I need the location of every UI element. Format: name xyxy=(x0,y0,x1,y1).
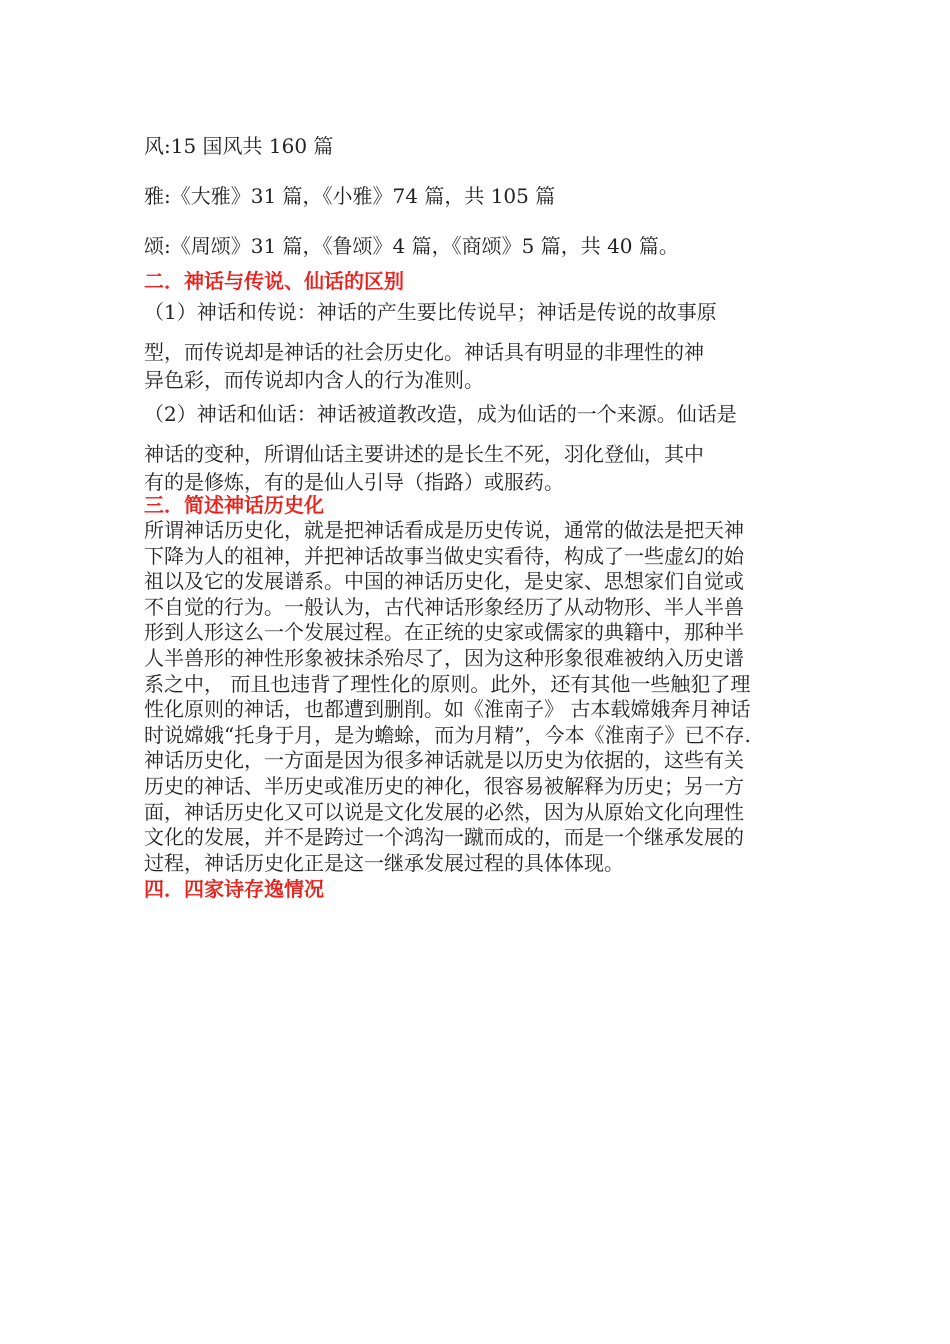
feng-count-line: 风:15 国风共 160 篇 xyxy=(144,134,334,158)
section-2-heading: 二．神话与传说、仙话的区别 xyxy=(144,269,404,293)
section-3-heading: 三．简述神话历史化 xyxy=(144,493,324,517)
paragraph-line: 异色彩，而传说却内含人的行为准则。 xyxy=(144,368,484,392)
paragraph-line: 有的是修炼，有的是仙人引导（指路）或服药。 xyxy=(144,470,564,494)
paragraph-line: 所谓神话历史化，就是把神话看成是历史传说，通常的做法是把天神 xyxy=(144,518,744,542)
paragraph-line: 祖以及它的发展谱系。中国的神话历史化，是史家、思想家们自觉或 xyxy=(144,569,744,594)
paragraph-line: 过程，神话历史化正是这一继承发展过程的具体体现。 xyxy=(144,850,624,875)
paragraph-line: 文化的发展，并不是跨过一个鸿沟一蹴而成的，而是一个继承发展的 xyxy=(144,825,744,850)
paragraph-line: 系之中， 而且也违背了理性化的原则。此外，还有其他一些触犯了理 xyxy=(144,671,751,696)
myth-vs-immortal-tale-paragraph xyxy=(144,398,808,498)
paragraph-line: 人半兽形的神性形象被抹杀殆尽了，因为这种形象很难被纳入历史谱 xyxy=(144,645,744,670)
ya-count-line: 雅:《大雅》31 篇，《小雅》74 篇，共 105 篇 xyxy=(144,184,556,208)
song-count-line: 颂:《周颂》31 篇，《鲁颂》4 篇，《商颂》5 篇，共 40 篇。 xyxy=(144,234,679,258)
paragraph-line: 形到人形这么一个发展过程。在正统的史家或儒家的典籍中，那种半 xyxy=(144,620,744,645)
myth-historicization-paragraph xyxy=(144,518,808,876)
myth-vs-legend-paragraph xyxy=(144,296,808,396)
paragraph-line: 型，而传说却是神话的社会历史化。神话具有明显的非理性的神 xyxy=(144,340,704,364)
paragraph-line: 神话的变种，所谓仙话主要讲述的是长生不死，羽化登仙，其中 xyxy=(144,442,704,466)
section-4-heading: 四．四家诗存逸情况 xyxy=(144,877,324,902)
paragraph-line: 时说嫦娥“托身于月，是为蟾蜍，而为月精”，今本《淮南子》已不存. xyxy=(144,722,751,747)
paragraph-line: 不自觉的行为。一般认为，古代神话形象经历了从动物形、半人半兽 xyxy=(144,594,744,619)
paragraph-line: 面，神话历史化又可以说是文化发展的必然，因为从原始文化向理性 xyxy=(144,799,744,824)
document-content xyxy=(144,130,808,902)
paragraph-line: 下降为人的祖神，并把神话故事当做史实看待，构成了一些虚幻的始 xyxy=(144,543,744,568)
paragraph-line: 性化原则的神话，也都遭到删削。如《淮南子》 古本载嫦娥奔月神话 xyxy=(144,697,751,722)
paragraph-line: 神话历史化，一方面是因为很多神话就是以历史为依据的，这些有关 xyxy=(144,748,744,773)
paragraph-line: 历史的神话、半历史或准历史的神化，很容易被解释为历史；另一方 xyxy=(144,773,744,798)
paragraph-line: （1）神话和传说：神话的产生要比传说早；神话是传说的故事原 xyxy=(144,300,717,324)
paragraph-line: （2）神话和仙话：神话被道教改造，成为仙话的一个来源。仙话是 xyxy=(144,402,737,426)
